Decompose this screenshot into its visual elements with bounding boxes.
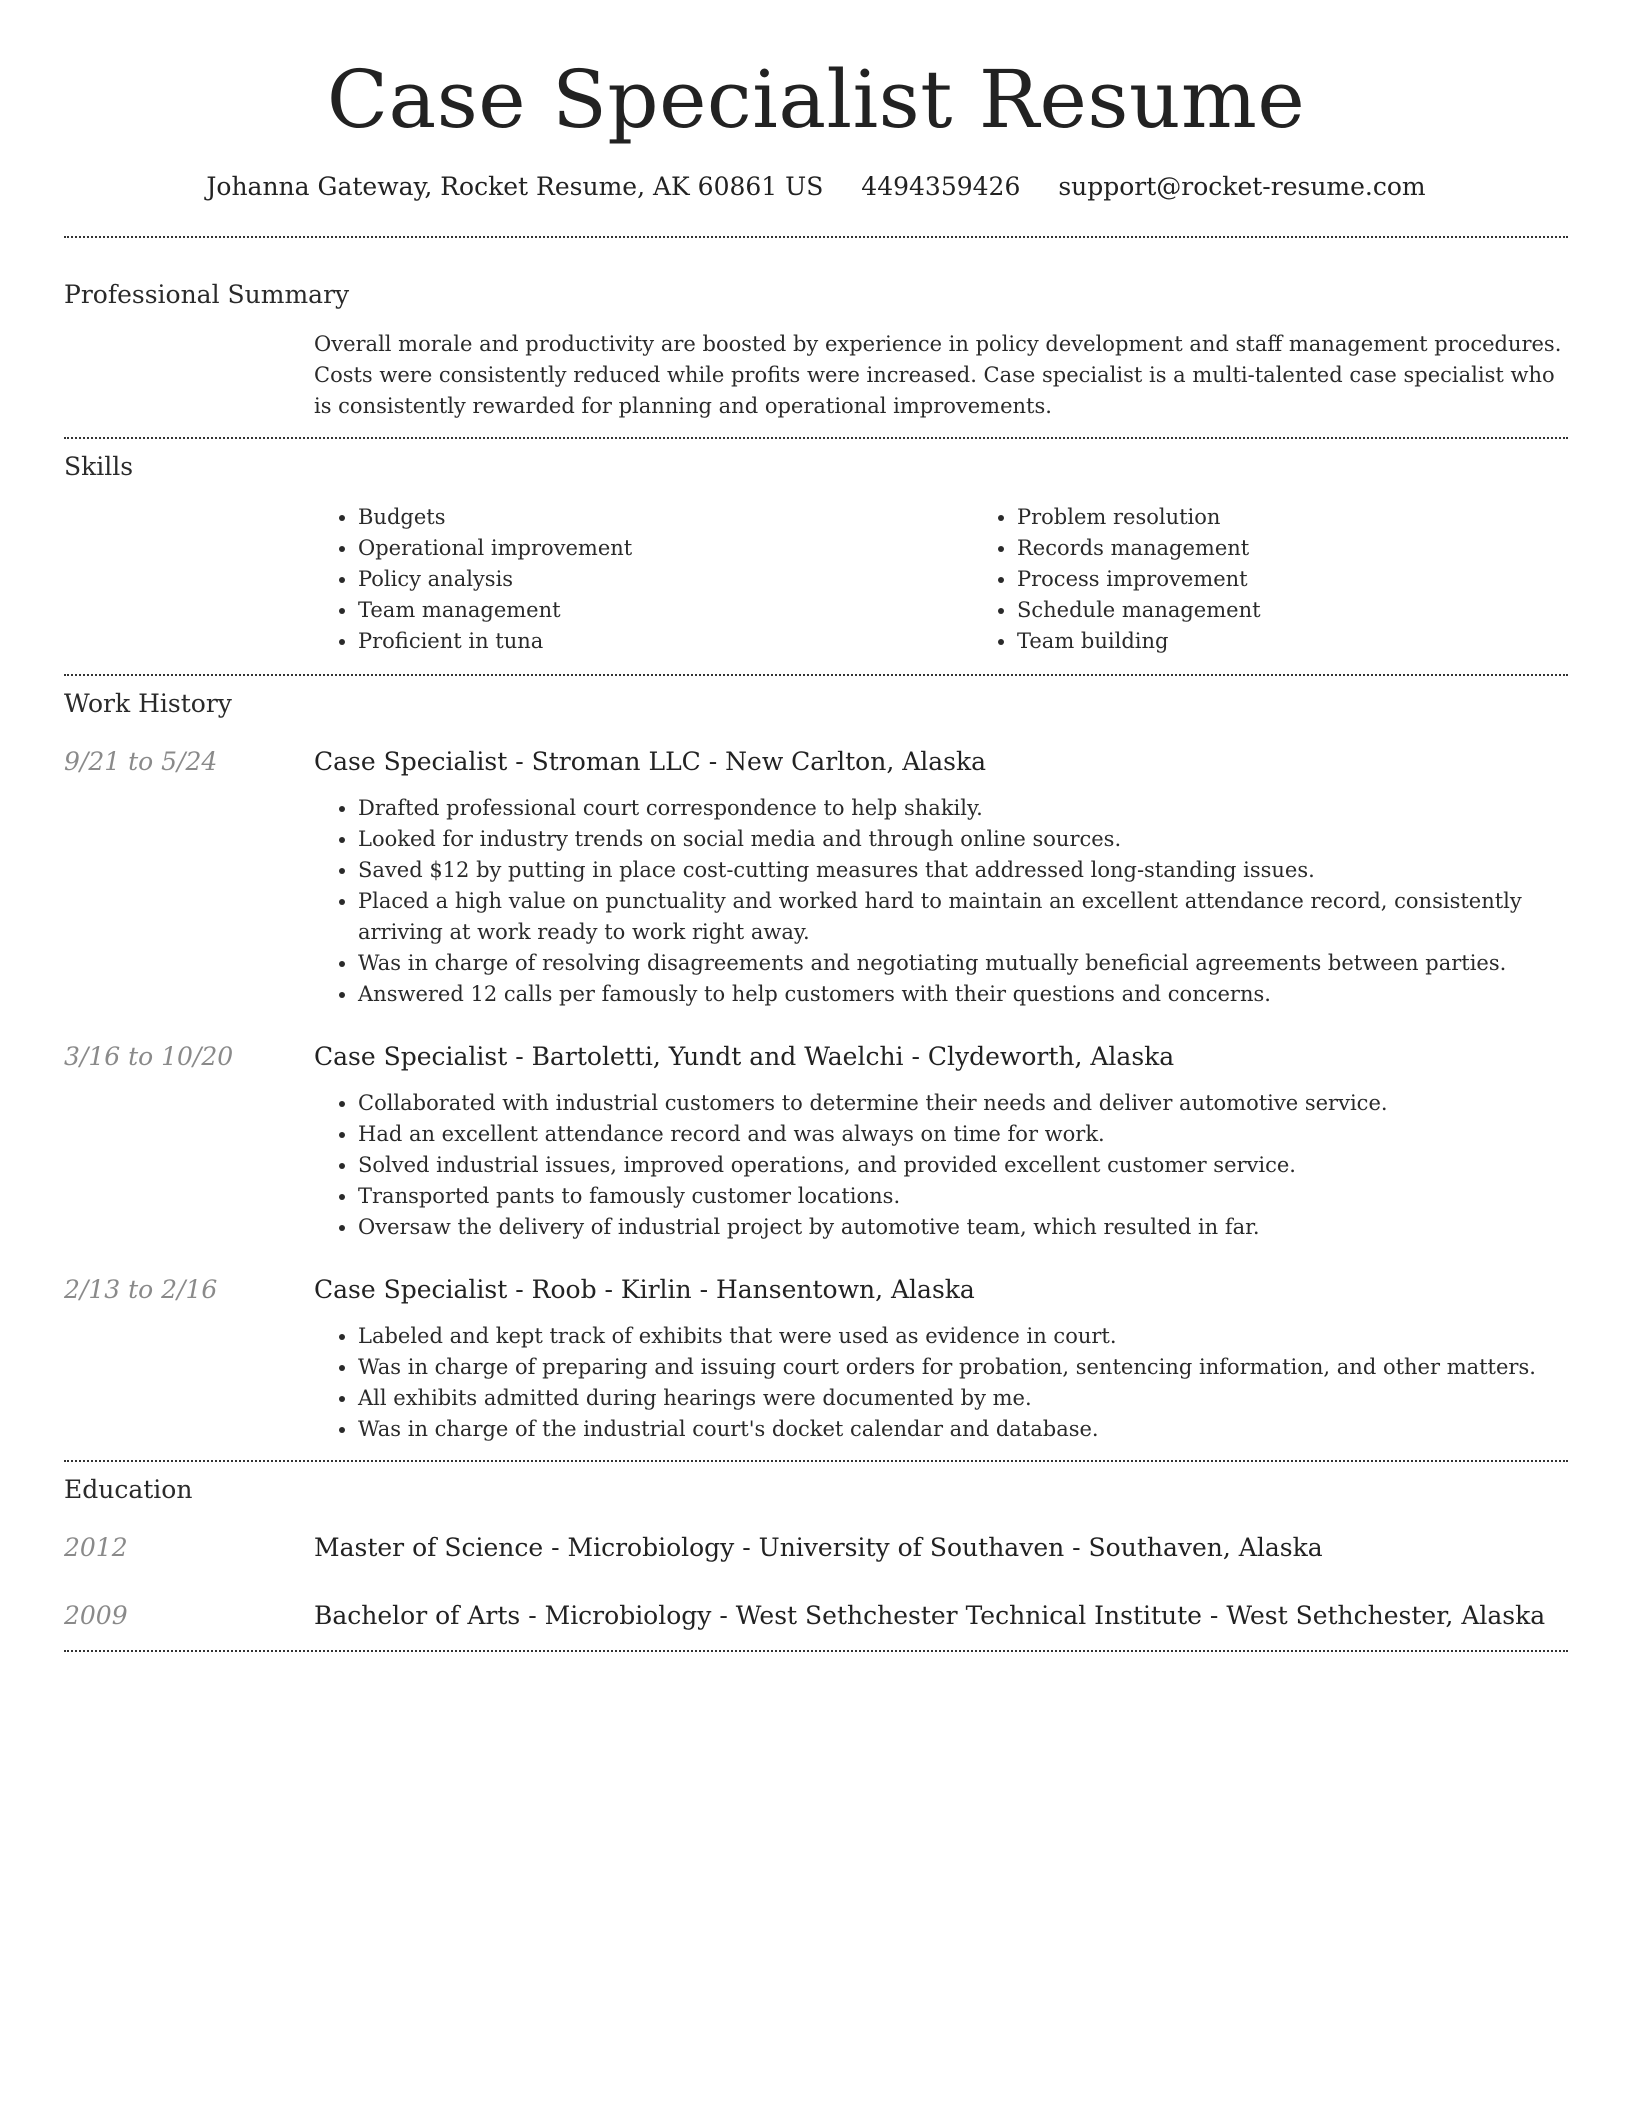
skill-item: • Problem resolution — [1017, 502, 1632, 533]
job-bullet: • Had an excellent attendance record and was always on time for work. — [358, 1119, 1568, 1150]
divider — [64, 1650, 1568, 1652]
skill-item: • Policy analysis — [358, 564, 973, 595]
job-bullet: • Was in charge of resolving disagreements and negotiating mutually beneficial agreements between parties. — [358, 948, 1568, 979]
summary-section — [64, 238, 1568, 422]
job-bullets — [314, 1321, 1568, 1445]
job-bullet: • Collaborated with industrial customers to determine their needs and deliver automotive service. — [358, 1088, 1568, 1119]
job-details — [64, 1321, 1568, 1445]
skills-row — [64, 502, 1568, 657]
skill-item: • Team management — [358, 595, 973, 626]
job-dates: 9/21 to 5/24 — [64, 747, 218, 776]
summary-spacer — [64, 329, 314, 422]
job-bullet: • Oversaw the delivery of industrial project by automotive team, which resulted in far. — [358, 1212, 1568, 1243]
contact-phone: 4494359426 — [861, 172, 1021, 201]
skill-item: • Proficient in tuna — [358, 626, 973, 657]
job-spacer — [64, 1321, 314, 1445]
education-entry — [64, 1531, 1568, 1565]
resume-title: Case Specialist Resume — [326, 53, 1306, 146]
education-title: Bachelor of Arts - Microbiology - West Sethchester Technical Institute - West Sethchester, Alaska — [314, 1601, 1546, 1630]
job-bullet: • All exhibits admitted during hearings were documented by me. — [358, 1383, 1568, 1414]
job-bullet: • Answered 12 calls per famously to help customers with their questions and concerns. — [358, 979, 1568, 1010]
job-entry — [64, 1273, 1568, 1445]
skills-section — [64, 439, 1568, 657]
summary-row — [64, 329, 1568, 422]
skill-item: • Schedule management — [1017, 595, 1632, 626]
summary-text: Overall morale and productivity are boosted by experience in policy development and staff management procedures. Costs were consistently reduced while profits were increased. Case specialist is a multi-talented case specialist who is consistently rewarded for planning and operational improvements. — [314, 332, 1562, 418]
job-bullet: • Looked for industry trends on social media and through online sources. — [358, 824, 1568, 855]
job-title: Case Specialist - Bartoletti, Yundt and Waelchi - Clydeworth, Alaska — [314, 1042, 1175, 1071]
job-details — [64, 1088, 1568, 1243]
job-header — [64, 1273, 1568, 1307]
job-entry — [64, 745, 1568, 1010]
job-bullet: • Placed a high value on punctuality and worked hard to maintain an excellent attendance record, consistently arriving at work ready to work right away. — [358, 886, 1568, 948]
contact-address: Johanna Gateway, Rocket Resume, AK 60861 US — [206, 172, 824, 201]
skills-spacer — [64, 502, 314, 657]
education-title: Master of Science - Microbiology - University of Southaven - Southaven, Alaska — [314, 1533, 1323, 1562]
summary-heading: Professional Summary — [64, 280, 350, 309]
contact-line — [64, 170, 1568, 204]
skill-item: • Team building — [1017, 626, 1632, 657]
job-bullet: • Solved industrial issues, improved operations, and provided excellent customer service. — [358, 1150, 1568, 1181]
job-title: Case Specialist - Stroman LLC - New Carlton, Alaska — [314, 747, 987, 776]
job-header — [64, 1040, 1568, 1074]
skills-list-left — [314, 502, 973, 657]
skill-item: • Operational improvement — [358, 533, 973, 564]
skill-item: • Process improvement — [1017, 564, 1632, 595]
job-bullet: • Transported pants to famously customer locations. — [358, 1181, 1568, 1212]
job-spacer — [64, 793, 314, 1010]
work-section — [64, 676, 1568, 1445]
job-bullet: • Drafted professional court correspondence to help shakily. — [358, 793, 1568, 824]
job-title: Case Specialist - Roob - Kirlin - Hansentown, Alaska — [314, 1275, 975, 1304]
education-heading: Education — [64, 1475, 193, 1504]
education-entry — [64, 1599, 1568, 1633]
skills-heading: Skills — [64, 452, 134, 481]
education-year: 2012 — [64, 1533, 128, 1562]
job-bullets — [314, 793, 1568, 1010]
work-heading: Work History — [64, 689, 232, 718]
job-header — [64, 745, 1568, 779]
job-entry — [64, 1040, 1568, 1243]
job-bullet: • Saved $12 by putting in place cost-cutting measures that addressed long-standing issues. — [358, 855, 1568, 886]
job-dates: 2/13 to 2/16 — [64, 1275, 218, 1304]
skills-grid — [314, 502, 1632, 657]
job-spacer — [64, 1088, 314, 1243]
skills-list-right — [973, 502, 1632, 657]
job-details — [64, 793, 1568, 1010]
skill-item: • Records management — [1017, 533, 1632, 564]
job-bullet: • Was in charge of preparing and issuing court orders for probation, sentencing information, and other matters. — [358, 1352, 1568, 1383]
job-dates: 3/16 to 10/20 — [64, 1042, 234, 1071]
education-year: 2009 — [64, 1601, 128, 1630]
job-bullet: • Was in charge of the industrial court's docket calendar and database. — [358, 1414, 1568, 1445]
job-bullet: • Labeled and kept track of exhibits that were used as evidence in court. — [358, 1321, 1568, 1352]
skill-item: • Budgets — [358, 502, 973, 533]
resume-page — [64, 0, 1568, 1652]
job-bullets — [314, 1088, 1568, 1243]
education-section — [64, 1462, 1568, 1633]
contact-email: support@rocket-resume.com — [1058, 172, 1426, 201]
